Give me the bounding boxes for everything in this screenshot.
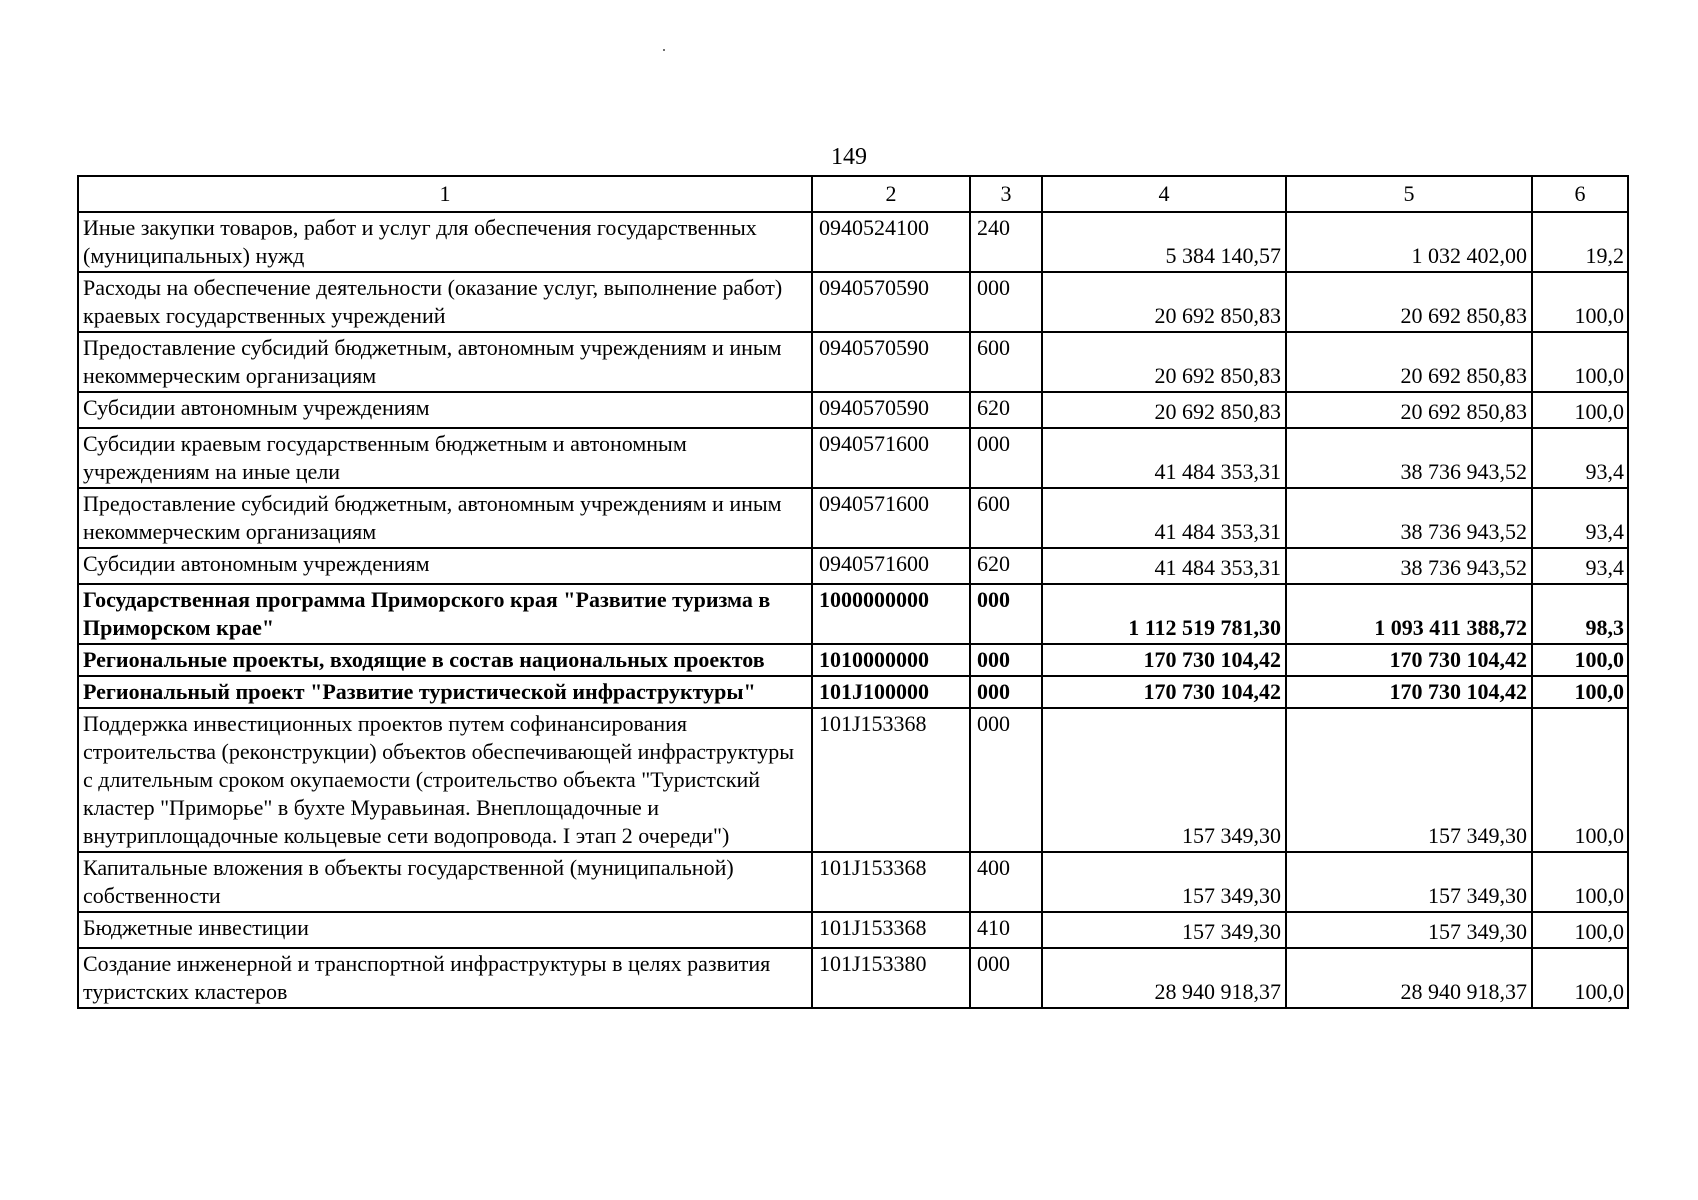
row-csr-cell: 0940571600 — [812, 488, 970, 548]
row-percent-cell: 100,0 — [1532, 332, 1628, 392]
row-fact-cell: 170 730 104,42 — [1286, 644, 1532, 676]
row-vr-cell: 600 — [970, 488, 1042, 548]
column-header: 6 — [1532, 176, 1628, 212]
row-vr-cell: 620 — [970, 392, 1042, 428]
table-row — [78, 852, 1628, 912]
row-name-cell: Иные закупки товаров, работ и услуг для обеспечения государственных (муниципальных) нужд — [78, 212, 812, 272]
row-vr-cell: 410 — [970, 912, 1042, 948]
row-csr-cell: 0940571600 — [812, 428, 970, 488]
row-csr-cell: 101J100000 — [812, 676, 970, 708]
row-fact-cell: 38 736 943,52 — [1286, 428, 1532, 488]
row-vr-cell: 000 — [970, 948, 1042, 1008]
row-percent-cell: 93,4 — [1532, 428, 1628, 488]
row-name-cell: Предоставление субсидий бюджетным, автономным учреждениям и иным некоммерческим организациям — [78, 488, 812, 548]
row-fact-cell: 20 692 850,83 — [1286, 332, 1532, 392]
row-percent-cell: 100,0 — [1532, 644, 1628, 676]
row-percent-cell: 19,2 — [1532, 212, 1628, 272]
row-percent-cell: 100,0 — [1532, 708, 1628, 852]
row-csr-cell: 101J153368 — [812, 912, 970, 948]
row-plan-cell: 157 349,30 — [1042, 912, 1286, 948]
row-name-cell: Создание инженерной и транспортной инфраструктуры в целях развития туристских кластеров — [78, 948, 812, 1008]
row-fact-cell: 170 730 104,42 — [1286, 676, 1532, 708]
row-csr-cell: 0940524100 — [812, 212, 970, 272]
row-percent-cell: 100,0 — [1532, 852, 1628, 912]
row-plan-cell: 41 484 353,31 — [1042, 488, 1286, 548]
row-fact-cell: 1 032 402,00 — [1286, 212, 1532, 272]
row-csr-cell: 0940570590 — [812, 392, 970, 428]
row-name-cell: Региональный проект "Развитие туристической инфраструктуры" — [78, 676, 812, 708]
row-vr-cell: 240 — [970, 212, 1042, 272]
row-name-cell: Бюджетные инвестиции — [78, 912, 812, 948]
table-row — [78, 272, 1628, 332]
table-row — [78, 332, 1628, 392]
row-percent-cell: 100,0 — [1532, 392, 1628, 428]
row-vr-cell: 400 — [970, 852, 1042, 912]
scan-speck — [663, 49, 665, 51]
row-csr-cell: 0940570590 — [812, 272, 970, 332]
row-plan-cell: 41 484 353,31 — [1042, 428, 1286, 488]
column-header: 5 — [1286, 176, 1532, 212]
row-plan-cell: 20 692 850,83 — [1042, 332, 1286, 392]
row-vr-cell: 000 — [970, 272, 1042, 332]
row-name-cell: Субсидии автономным учреждениям — [78, 392, 812, 428]
table-row — [78, 708, 1628, 852]
row-vr-cell: 000 — [970, 644, 1042, 676]
row-name-cell: Субсидии автономным учреждениям — [78, 548, 812, 584]
row-csr-cell: 0940570590 — [812, 332, 970, 392]
column-header: 4 — [1042, 176, 1286, 212]
row-percent-cell: 100,0 — [1532, 948, 1628, 1008]
row-plan-cell: 20 692 850,83 — [1042, 272, 1286, 332]
row-vr-cell: 000 — [970, 708, 1042, 852]
table-row — [78, 676, 1628, 708]
table-row — [78, 428, 1628, 488]
column-header: 1 — [78, 176, 812, 212]
row-plan-cell: 157 349,30 — [1042, 708, 1286, 852]
row-fact-cell: 38 736 943,52 — [1286, 488, 1532, 548]
row-plan-cell: 20 692 850,83 — [1042, 392, 1286, 428]
row-fact-cell: 1 093 411 388,72 — [1286, 584, 1532, 644]
row-name-cell: Субсидии краевым государственным бюджетным и автономным учреждениям на иные цели — [78, 428, 812, 488]
table-row — [78, 548, 1628, 584]
row-vr-cell: 000 — [970, 676, 1042, 708]
row-plan-cell: 5 384 140,57 — [1042, 212, 1286, 272]
row-name-cell: Поддержка инвестиционных проектов путем софинансирования строительства (реконструкции) объектов обеспечивающей инфраструктуры с длительным сроком окупаемости (строительство объекта "Туристский кластер "Приморье" в бухте Муравьиная. Внеплощадочные и внутриплощадочные кольцевые сети водопровода. I этап 2 очереди") — [78, 708, 812, 852]
table-row — [78, 912, 1628, 948]
table-header-row — [78, 176, 1628, 212]
budget-table — [77, 175, 1629, 1009]
row-percent-cell: 100,0 — [1532, 272, 1628, 332]
table-row — [78, 488, 1628, 548]
row-plan-cell: 157 349,30 — [1042, 852, 1286, 912]
row-fact-cell: 20 692 850,83 — [1286, 272, 1532, 332]
row-fact-cell: 157 349,30 — [1286, 912, 1532, 948]
row-vr-cell: 620 — [970, 548, 1042, 584]
row-plan-cell: 28 940 918,37 — [1042, 948, 1286, 1008]
column-header: 2 — [812, 176, 970, 212]
row-plan-cell: 41 484 353,31 — [1042, 548, 1286, 584]
row-fact-cell: 20 692 850,83 — [1286, 392, 1532, 428]
row-plan-cell: 1 112 519 781,30 — [1042, 584, 1286, 644]
row-percent-cell: 93,4 — [1532, 488, 1628, 548]
row-name-cell: Предоставление субсидий бюджетным, автономным учреждениям и иным некоммерческим организациям — [78, 332, 812, 392]
row-plan-cell: 170 730 104,42 — [1042, 676, 1286, 708]
row-percent-cell: 100,0 — [1532, 676, 1628, 708]
row-csr-cell: 1010000000 — [812, 644, 970, 676]
row-name-cell: Расходы на обеспечение деятельности (оказание услуг, выполнение работ) краевых государственных учреждений — [78, 272, 812, 332]
table-row — [78, 584, 1628, 644]
row-percent-cell: 98,3 — [1532, 584, 1628, 644]
row-fact-cell: 157 349,30 — [1286, 852, 1532, 912]
row-vr-cell: 600 — [970, 332, 1042, 392]
row-percent-cell: 100,0 — [1532, 912, 1628, 948]
row-csr-cell: 101J153368 — [812, 708, 970, 852]
column-header: 3 — [970, 176, 1042, 212]
row-fact-cell: 157 349,30 — [1286, 708, 1532, 852]
row-fact-cell: 38 736 943,52 — [1286, 548, 1532, 584]
row-csr-cell: 0940571600 — [812, 548, 970, 584]
row-csr-cell: 101J153380 — [812, 948, 970, 1008]
row-vr-cell: 000 — [970, 428, 1042, 488]
row-name-cell: Капитальные вложения в объекты государственной (муниципальной) собственности — [78, 852, 812, 912]
row-name-cell: Региональные проекты, входящие в состав национальных проектов — [78, 644, 812, 676]
page-number: 149 — [831, 144, 867, 170]
row-fact-cell: 28 940 918,37 — [1286, 948, 1532, 1008]
row-plan-cell: 170 730 104,42 — [1042, 644, 1286, 676]
row-csr-cell: 101J153368 — [812, 852, 970, 912]
row-vr-cell: 000 — [970, 584, 1042, 644]
row-csr-cell: 1000000000 — [812, 584, 970, 644]
table-row — [78, 392, 1628, 428]
row-name-cell: Государственная программа Приморского края "Развитие туризма в Приморском крае" — [78, 584, 812, 644]
row-percent-cell: 93,4 — [1532, 548, 1628, 584]
table-row — [78, 212, 1628, 272]
table-row — [78, 644, 1628, 676]
table-body — [78, 176, 1628, 1008]
table-row — [78, 948, 1628, 1008]
